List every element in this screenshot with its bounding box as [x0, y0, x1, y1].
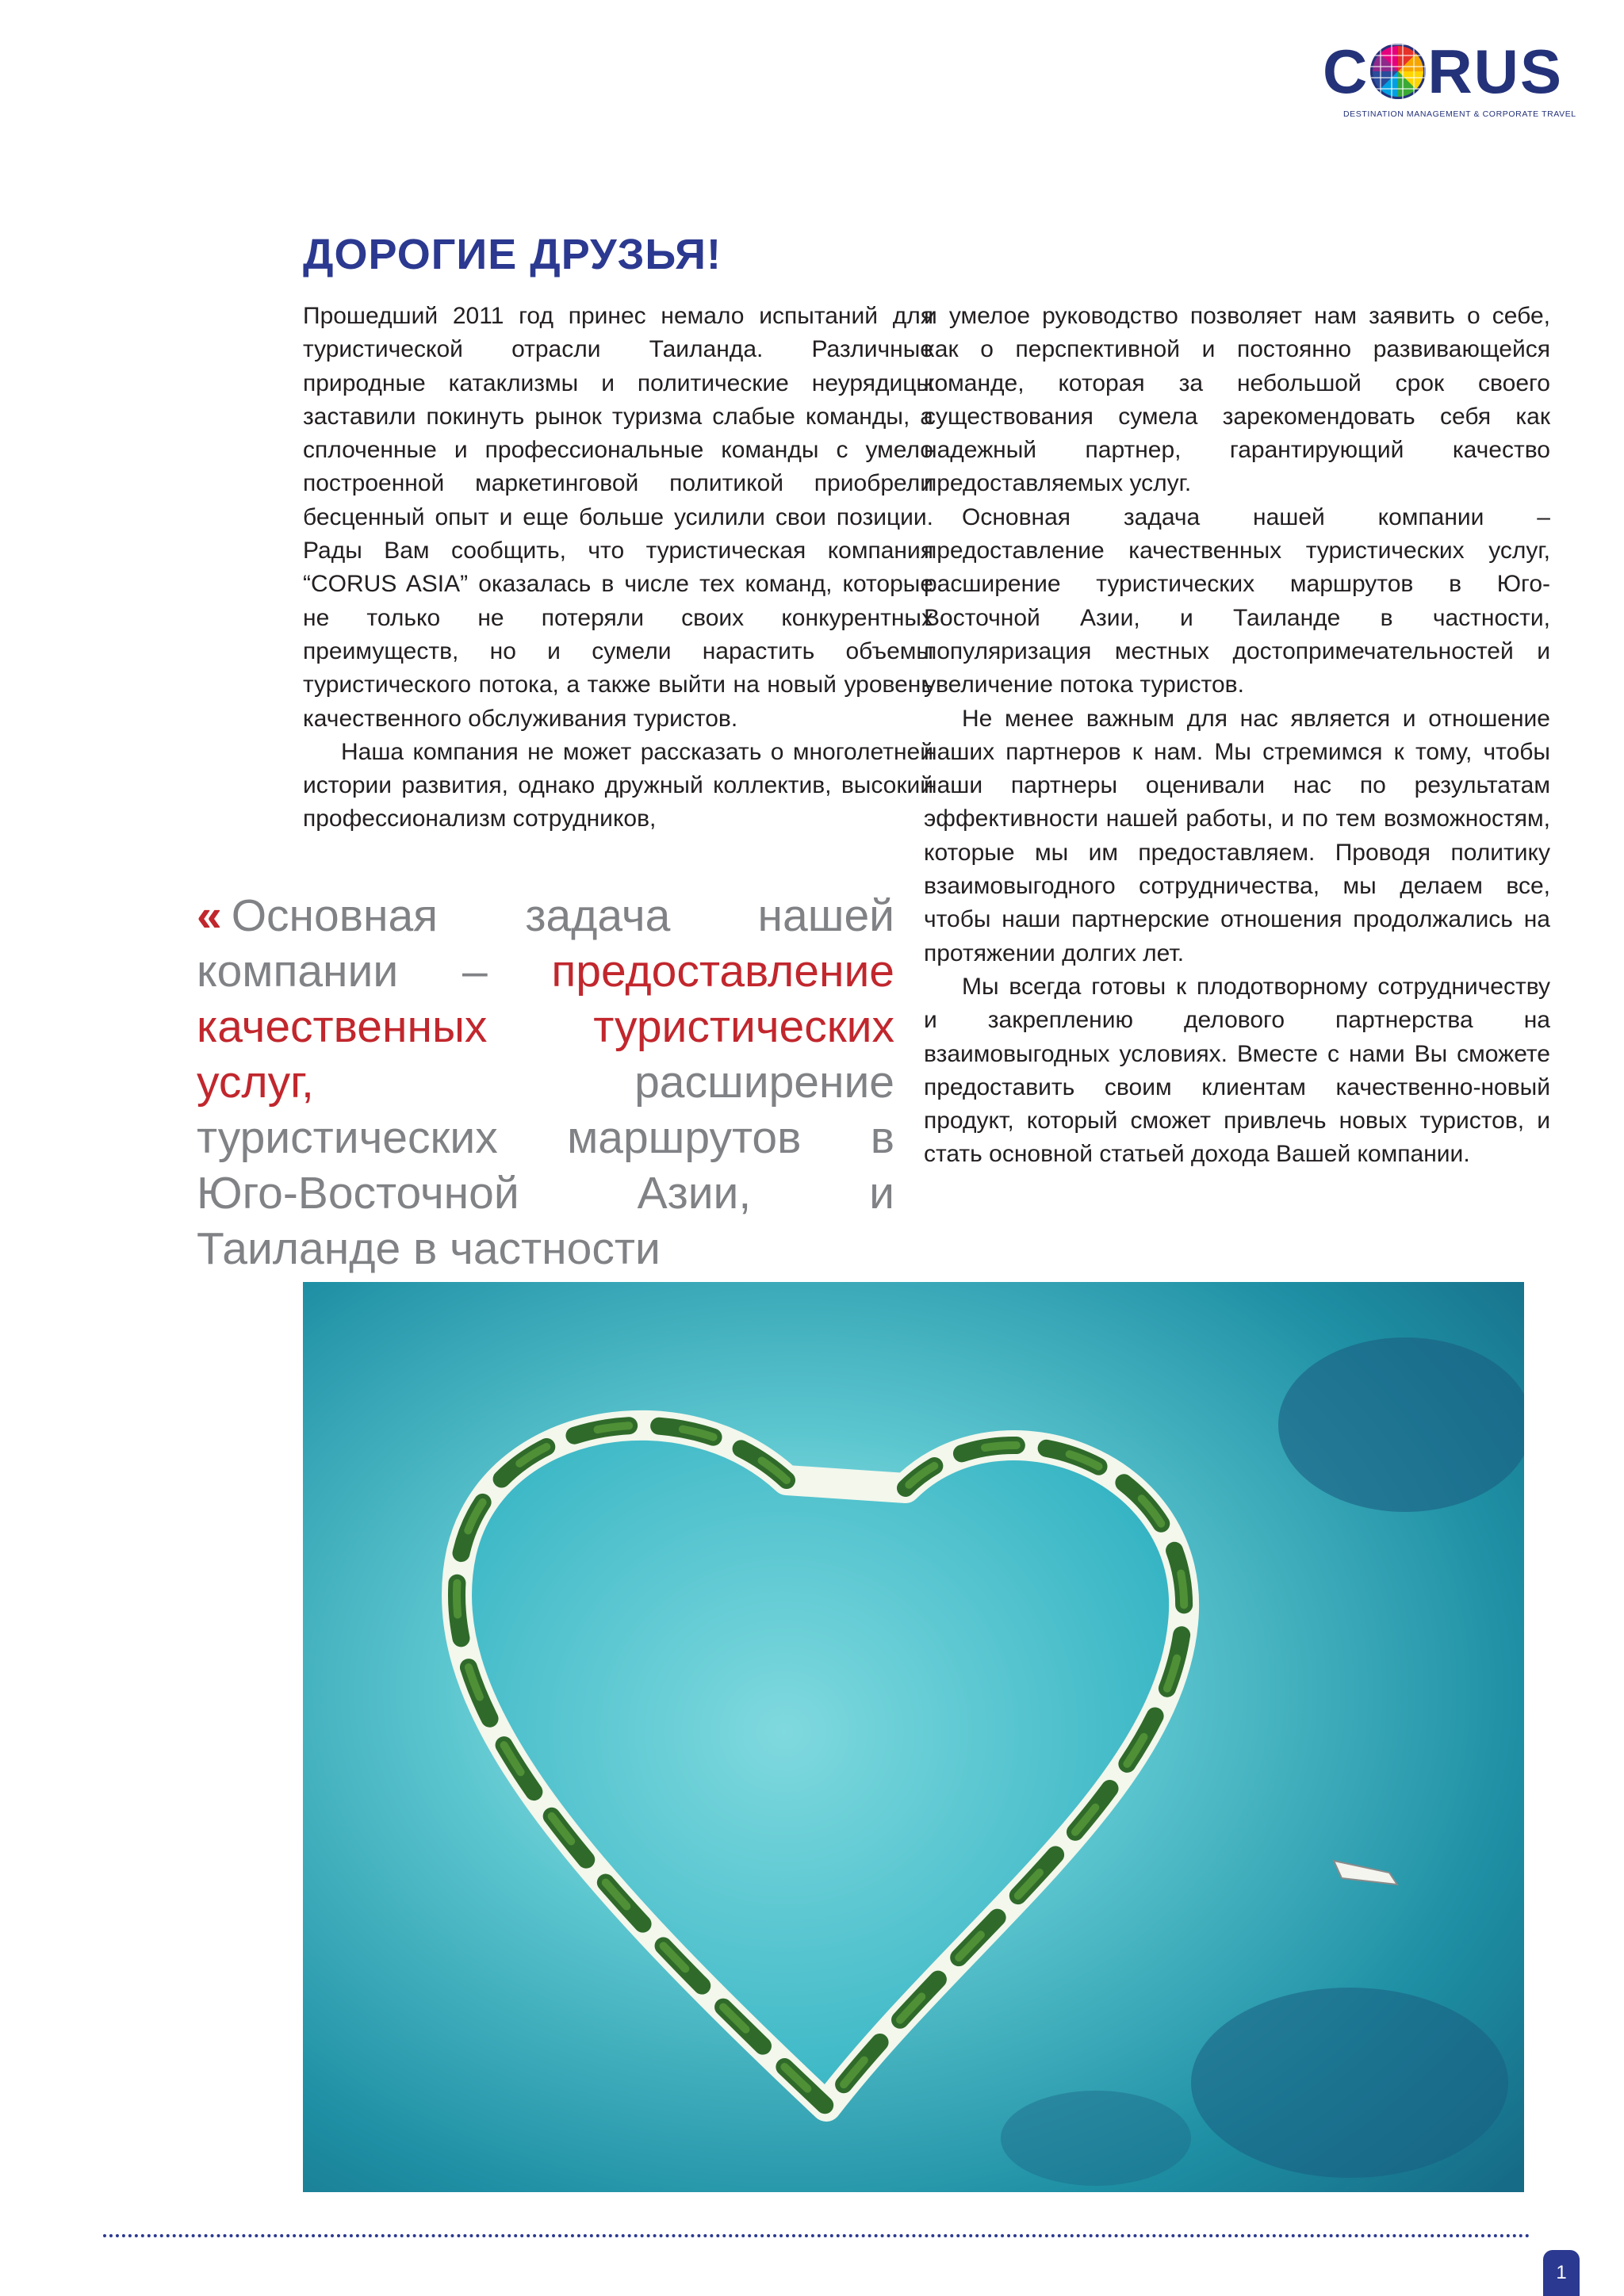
logo-letters-rus: RUS [1427, 36, 1564, 106]
corus-logo [1323, 36, 1576, 127]
paragraph: Не менее важным для нас является и отношение наших партнеров к нам. Мы стремимся к тому, чтобы наши партнеры оценивали нас по результатам эффективности нашей работы, и по тем возможностям, которые мы им предоставляем. Проводя политику взаимовыгодного сотрудничества, мы делаем все, чтобы наши партнерские отношения продолжались на протяжении долгих лет. [924, 705, 1550, 966]
logo-wordmark [1323, 36, 1564, 106]
pull-quote-text-end: расширение туристических маршрутов в Юго-Восточной Азии, и Таиланде в частности [197, 1057, 894, 1274]
paragraph: Основная задача нашей компании – предоставление качественных туристических услуг, расширение туристических маршрутов в Юго-Восточной Азии, и Таиланде в частности, популяризация местных достопримечательностей и увеличение потока туристов. [924, 503, 1550, 698]
pull-quote-accent: предоставление качественных туристических услуг, [197, 946, 894, 1108]
pull-quote [197, 888, 894, 1276]
left-text-column [303, 300, 933, 855]
quote-mark-icon: « [197, 890, 222, 941]
footer-divider [103, 2234, 1530, 2237]
paragraph: и умелое руководство позволяет нам заявить о себе, как о перспективной и постоянно развивающейся команде, которая за небольшой срок своего существования сумела зарекомендовать себя как надежный партнер, гарантирующий качество предоставляемых услуг. [924, 303, 1550, 497]
paragraph: Наша компания не может рассказать о многолетней истории развития, однако дружный коллектив, высокий профессионализм сотрудников, [303, 738, 933, 832]
page-number: 1 [1543, 2250, 1580, 2296]
right-text-column [924, 300, 1550, 1227]
paragraph: Мы всегда готовы к плодотворному сотрудничеству и закреплению делового партнерства на взаимовыгодных условиях. Вместе с нами Вы сможете предоставить своим клиентам качественно-новый продукт, который сможет привлечь новых туристов, и стать основной статьей дохода Вашей компании. [924, 973, 1550, 1168]
heart-island-icon [303, 1282, 1524, 2192]
heart-island-photo [303, 1282, 1524, 2192]
logo-tagline: DESTINATION MANAGEMENT & CORPORATE TRAVEL [1343, 109, 1576, 119]
paragraph: Прошедший 2011 год принес немало испытаний для туристической отрасли Таиланда. Различные природные катаклизмы и политические неурядицы заставили покинуть рынок туризма слабые команды, а сплоченные и профессиональные команды с умело построенной маркетинговой политикой приобрели бесценный опыт и еще больше усилили свои позиции. Рады Вам сообщить, что туристическая компания “CORUS ASIA” оказалась в числе тех команд, которые не только не потеряли своих конкурентных преимуществ, но и сумели нарастить объемы туристического потока, а также выйти на новый уровень качественного обслуживания туристов. [303, 303, 933, 732]
page-title: ДОРОГИЕ ДРУЗЬЯ! [303, 231, 722, 278]
logo-letter-c: C [1323, 36, 1369, 106]
globe-icon [1370, 44, 1426, 99]
pull-quote-text: Основная задача нашей компании – [197, 890, 894, 997]
